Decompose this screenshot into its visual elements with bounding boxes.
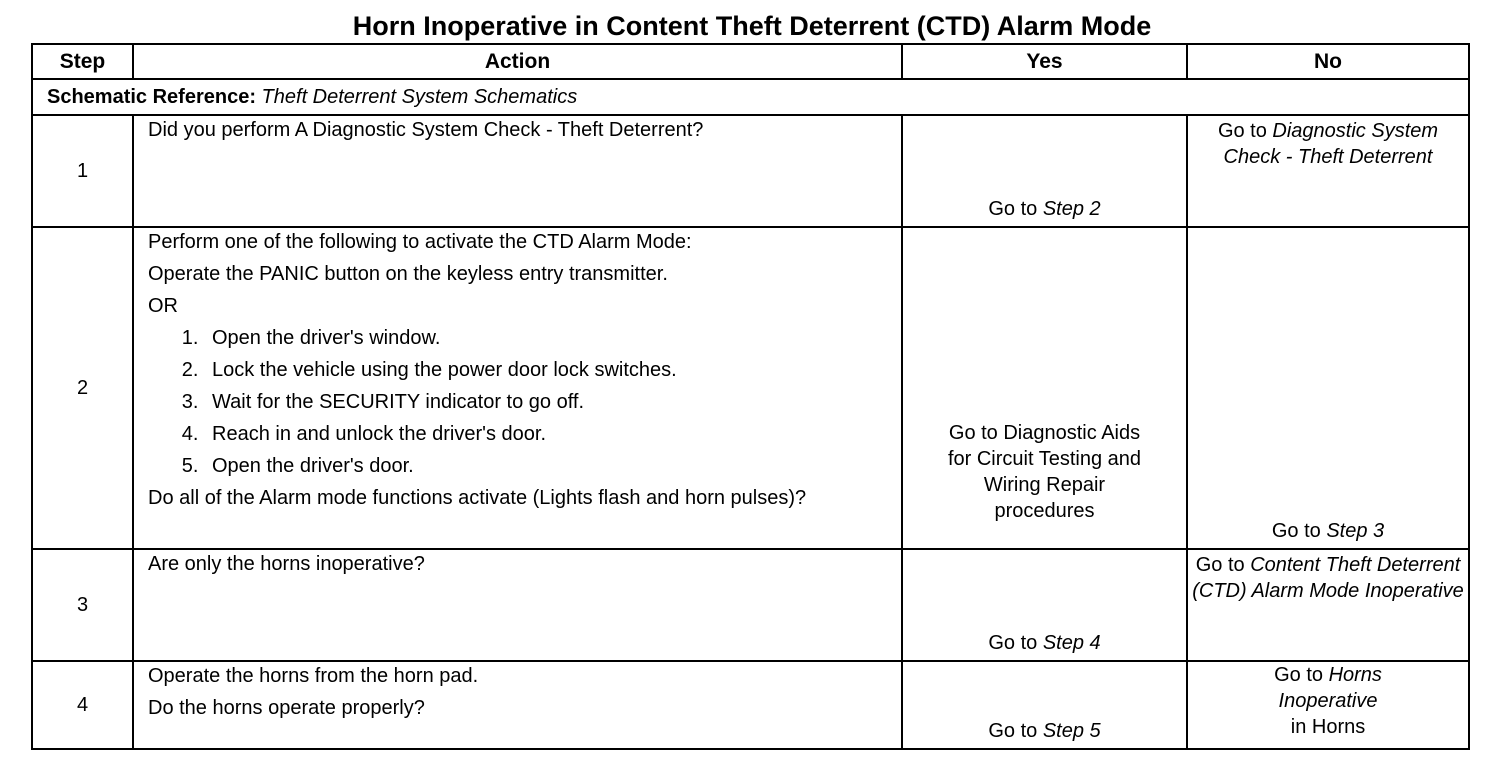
header-row — [32, 44, 1469, 79]
no-link[interactable]: Content Theft Deterrent (CTD) Alarm Mode Inoperative — [1192, 554, 1464, 602]
no-cell — [1187, 115, 1469, 227]
no-link[interactable]: Diagnostic System Check - Theft Deterrent — [1223, 120, 1439, 168]
table-row — [32, 227, 1469, 549]
yes-prefix: Go to — [988, 720, 1038, 742]
header-step: Step — [32, 44, 133, 79]
action-cell — [133, 549, 902, 661]
action-cell — [133, 227, 902, 549]
no-link[interactable]: Horns Inoperative — [1278, 664, 1382, 712]
action-text: Operate the horns from the horn pad. — [148, 665, 479, 687]
step-number: 3 — [32, 549, 133, 661]
action-or: OR — [148, 295, 178, 317]
action-text: Did you perform A Diagnostic System Check - Theft Deterrent? — [148, 119, 704, 141]
list-item: 2. Lock the vehicle using the power door lock switches. — [204, 358, 889, 382]
table-row — [32, 661, 1469, 749]
action-text: Perform one of the following to activate the CTD Alarm Mode: — [148, 231, 692, 253]
no-prefix: Go to — [1274, 664, 1323, 686]
no-cell — [1187, 661, 1469, 749]
schematic-reference — [32, 79, 1469, 115]
list-item: 1. Open the driver's window. — [204, 326, 889, 350]
yes-prefix: Go to — [988, 632, 1038, 654]
schematic-link[interactable]: Theft Deterrent System Schematics — [261, 85, 578, 108]
yes-link[interactable]: Go to Diagnostic Aids for Circuit Testing and Wiring Repair procedures — [947, 422, 1142, 522]
action-text: Do the horns operate properly? — [148, 697, 425, 719]
yes-link[interactable]: Step 2 — [1042, 198, 1101, 220]
list-item: 4. Reach in and unlock the driver's door. — [204, 422, 889, 446]
action-text: Are only the horns inoperative? — [148, 553, 425, 575]
no-link[interactable]: Step 3 — [1326, 520, 1385, 542]
table-row — [32, 115, 1469, 227]
yes-cell — [902, 549, 1187, 661]
yes-cell — [902, 115, 1187, 227]
yes-cell — [902, 227, 1187, 549]
no-cell — [1187, 227, 1469, 549]
header-no: No — [1187, 44, 1469, 79]
diagnostic-table — [31, 43, 1470, 750]
action-cell — [133, 661, 902, 749]
yes-link[interactable]: Step 5 — [1042, 720, 1101, 742]
page-title: Horn Inoperative in Content Theft Deterrent (CTD) Alarm Mode — [352, 11, 1152, 41]
no-prefix: Go to — [1271, 520, 1321, 542]
no-suffix: in Horns — [1290, 716, 1366, 738]
yes-prefix: Go to — [988, 198, 1038, 220]
step-number: 2 — [32, 227, 133, 549]
list-item: 3. Wait for the SECURITY indicator to go off. — [204, 390, 889, 414]
table-row — [32, 549, 1469, 661]
schematic-reference-row — [32, 79, 1469, 115]
schematic-label: Schematic Reference: — [47, 85, 256, 108]
action-cell — [133, 115, 902, 227]
header-action: Action — [133, 44, 902, 79]
no-cell — [1187, 549, 1469, 661]
no-prefix: Go to — [1217, 120, 1267, 142]
action-list — [148, 326, 889, 478]
yes-link[interactable]: Step 4 — [1042, 632, 1101, 654]
action-text: Operate the PANIC button on the keyless entry transmitter. — [148, 263, 668, 285]
list-item: 5. Open the driver's door. — [204, 454, 889, 478]
header-yes: Yes — [902, 44, 1187, 79]
action-question: Do all of the Alarm mode functions activate (Lights flash and horn pulses)? — [148, 487, 807, 509]
step-number: 1 — [32, 115, 133, 227]
yes-cell — [902, 661, 1187, 749]
no-prefix: Go to — [1195, 554, 1245, 576]
step-number: 4 — [32, 661, 133, 749]
